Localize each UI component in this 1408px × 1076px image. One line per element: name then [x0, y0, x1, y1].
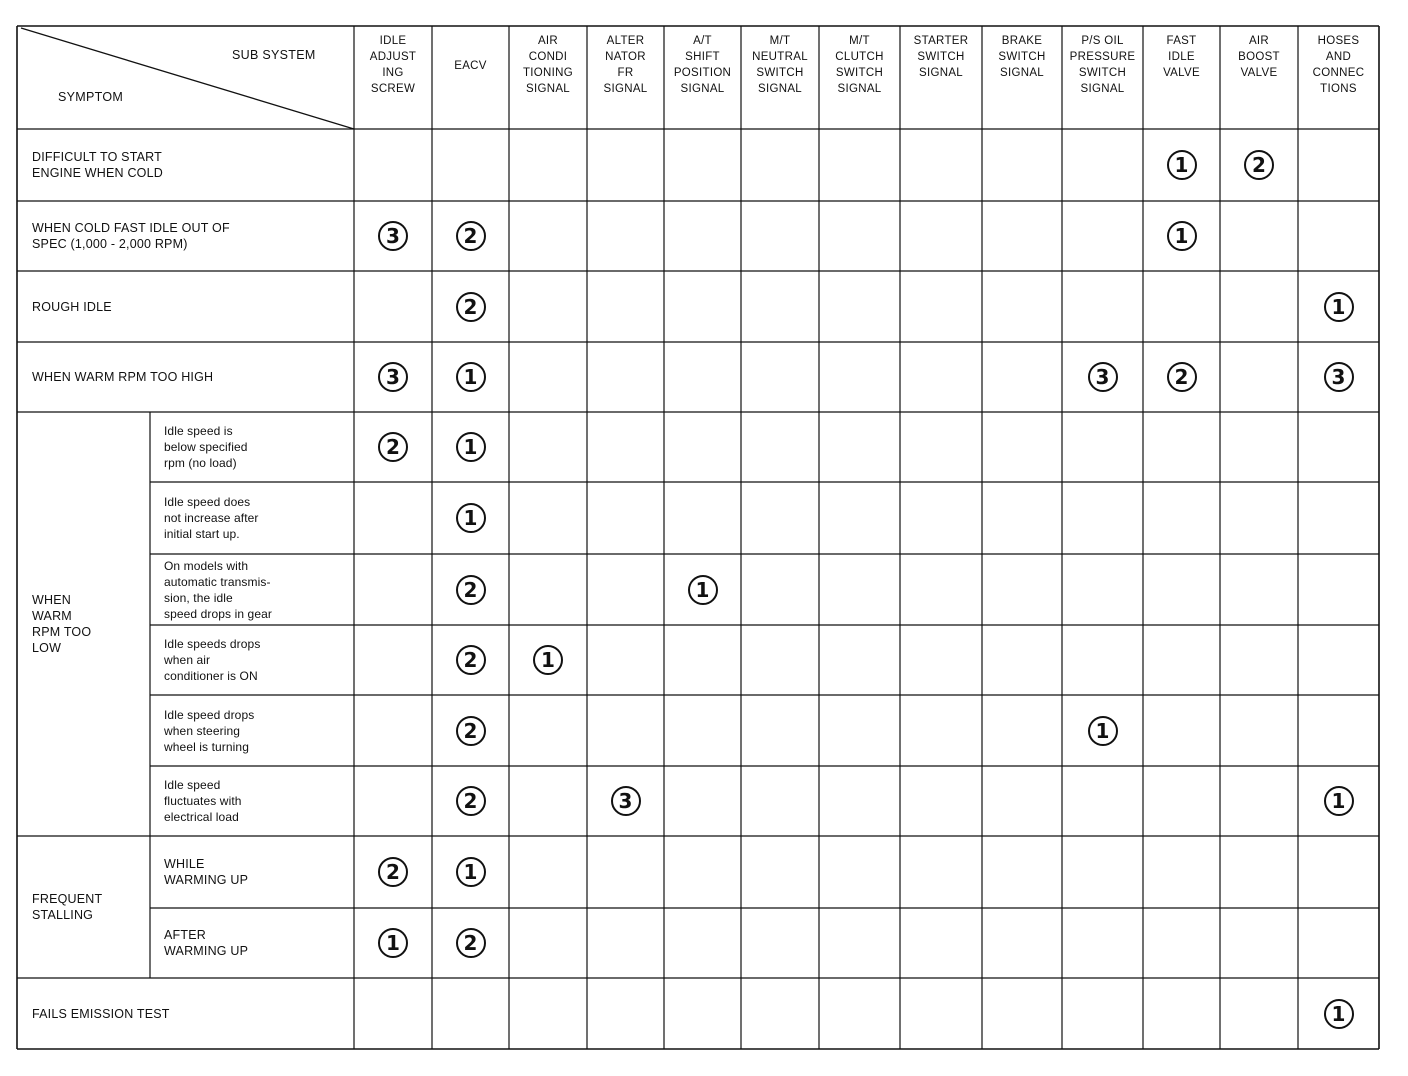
sub-symptom-label: [164, 558, 272, 622]
sub-symptom-line: wheel is turning: [164, 739, 249, 754]
column-header-line: SIGNAL: [603, 83, 648, 95]
column-header-idle_screw: [354, 33, 432, 97]
symptom-line: WHEN COLD FAST IDLE OUT OF: [32, 221, 230, 235]
column-header-line: SWITCH: [1078, 67, 1127, 79]
sub-symptom-line: rpm (no load): [164, 456, 237, 470]
priority-mark: 2: [456, 645, 486, 675]
column-header-line: VALVE: [1240, 67, 1278, 79]
sub-symptom-line: automatic transmis-: [164, 574, 271, 589]
column-header-ac_signal: [509, 33, 587, 97]
priority-mark: 3: [1324, 362, 1354, 392]
column-header-line: SIGNAL: [919, 67, 963, 79]
sub-symptom-line: AFTER: [164, 928, 206, 942]
column-header-line: SIGNAL: [526, 83, 570, 95]
group-label-line: WARM: [32, 609, 72, 623]
group-label-warm-low: [32, 592, 91, 656]
priority-mark: 2: [456, 575, 486, 605]
group-label-line: FREQUENT: [32, 892, 103, 906]
column-header-ps_oil: [1062, 33, 1143, 97]
sub-symptom-line: sion, the idle: [164, 590, 233, 605]
column-header-at_shift: [664, 33, 741, 97]
sub-symptom-label: [164, 777, 242, 825]
column-header-line: SIGNAL: [758, 83, 802, 95]
column-header-line: ADJUST: [369, 51, 417, 63]
column-header-alternator: [587, 33, 664, 97]
sub-symptom-label: [164, 856, 248, 888]
column-header-line: SIGNAL: [837, 83, 882, 95]
symptom-label: [32, 1006, 170, 1022]
sub-symptom-label: [164, 636, 260, 684]
sub-symptom-line: speed drops in gear: [164, 606, 272, 621]
sub-symptom-line: below specified: [164, 440, 248, 454]
column-header-line: AIR: [1248, 35, 1270, 47]
priority-mark: 3: [1088, 362, 1118, 392]
symptom-label: [32, 299, 112, 315]
group-label-line: STALLING: [32, 908, 94, 922]
priority-mark: 3: [611, 786, 641, 816]
sub-symptom-label: [164, 494, 259, 542]
priority-mark: 1: [1324, 786, 1354, 816]
sub-symptom-line: Idle speed: [164, 778, 221, 792]
column-header-line: SHIFT: [685, 51, 720, 63]
column-header-mt_neutral: [741, 33, 819, 97]
sub-symptom-label: [164, 927, 248, 959]
priority-mark: 2: [378, 432, 408, 462]
priority-mark: 1: [456, 503, 486, 533]
corner-diagonal: [21, 28, 354, 129]
column-header-line: SWITCH: [998, 51, 1046, 63]
priority-mark: 3: [378, 221, 408, 251]
column-header-line: TIONING: [522, 67, 573, 79]
priority-mark: 2: [378, 857, 408, 887]
priority-mark: 1: [1167, 150, 1197, 180]
sub-symptom-line: initial start up.: [164, 527, 240, 541]
column-header-line: SIGNAL: [1000, 67, 1044, 79]
column-header-line: P/S OIL: [1081, 35, 1124, 47]
column-header-line: BRAKE: [1001, 35, 1043, 47]
priority-mark: 3: [378, 362, 408, 392]
sub-symptom-line: WARMING UP: [164, 944, 249, 958]
priority-mark: 2: [456, 292, 486, 322]
symptom-line: WHEN WARM RPM TOO HIGH: [32, 370, 214, 384]
column-header-eacv: [432, 58, 509, 74]
priority-mark: 1: [456, 432, 486, 462]
symptom-line: ROUGH IDLE: [32, 299, 112, 314]
sub-symptom-line: Idle speeds drops: [164, 637, 261, 651]
group-label-line: LOW: [32, 641, 62, 655]
column-header-line: TIONS: [1320, 83, 1357, 95]
column-header-line: EACV: [454, 60, 487, 72]
column-header-line: FR: [617, 67, 634, 79]
symptom-line: SPEC (1,000 - 2,000 RPM): [32, 237, 188, 251]
column-header-line: PRESSURE: [1069, 51, 1136, 63]
group-label-line: RPM TOO: [32, 625, 92, 639]
column-header-fast_idle: [1143, 33, 1220, 81]
sub-symptom-line: conditioner is ON: [164, 669, 258, 683]
column-header-line: SWITCH: [756, 67, 804, 79]
column-header-line: ING: [382, 67, 404, 79]
column-header-line: SIGNAL: [1080, 83, 1125, 95]
column-header-line: ALTER: [606, 35, 645, 47]
column-header-line: FAST: [1166, 35, 1197, 47]
symptom-line: DIFFICULT TO START: [32, 150, 163, 164]
column-header-line: AIR: [537, 35, 559, 47]
priority-mark: 1: [688, 575, 718, 605]
symptom-corner-label: SYMPTOM: [58, 90, 124, 104]
priority-mark: 1: [1324, 999, 1354, 1029]
symptom-label: [32, 369, 213, 385]
sub-symptom-line: when steering: [164, 723, 241, 738]
column-header-line: HOSES: [1317, 35, 1360, 47]
column-header-line: AND: [1325, 51, 1352, 63]
group-label-line: WHEN: [32, 593, 71, 607]
sub-symptom-line: electrical load: [164, 810, 239, 824]
column-header-line: STARTER: [913, 35, 969, 47]
column-header-line: NEUTRAL: [752, 51, 808, 63]
priority-mark: 1: [456, 362, 486, 392]
priority-mark: 1: [1088, 716, 1118, 746]
column-header-hoses: [1298, 33, 1379, 97]
column-header-line: NATOR: [605, 51, 646, 63]
sub-symptom-line: not increase after: [164, 511, 259, 525]
column-header-line: SWITCH: [917, 51, 965, 63]
priority-mark: 2: [456, 786, 486, 816]
column-header-line: M/T: [769, 35, 791, 47]
sub-symptom-label: [164, 707, 254, 755]
column-header-line: IDLE: [379, 35, 407, 47]
column-header-line: CONDI: [528, 51, 568, 63]
priority-mark: 2: [456, 928, 486, 958]
symptom-label: [32, 220, 230, 252]
sub-symptom-line: WHILE: [164, 857, 205, 871]
sub-symptom-line: when air: [164, 653, 211, 667]
sub-symptom-line: WARMING UP: [164, 873, 249, 887]
sub-symptom-line: Idle speed drops: [164, 707, 255, 722]
column-header-line: CONNEC: [1312, 67, 1365, 79]
column-header-line: POSITION: [673, 67, 732, 79]
column-header-line: SIGNAL: [680, 83, 725, 95]
subsystem-corner-label: SUB SYSTEM: [232, 48, 316, 62]
symptom-label: [32, 149, 163, 181]
column-header-line: A/T: [693, 35, 712, 47]
group-label-stalling: [32, 891, 102, 923]
priority-mark: 1: [456, 857, 486, 887]
column-header-line: SCREW: [370, 83, 416, 95]
column-header-brake: [982, 33, 1062, 81]
column-header-line: SWITCH: [835, 67, 884, 79]
symptom-line: ENGINE WHEN COLD: [32, 166, 163, 180]
priority-mark: 2: [456, 221, 486, 251]
column-header-line: IDLE: [1168, 51, 1195, 63]
priority-mark: 1: [1167, 221, 1197, 251]
priority-mark: 1: [533, 645, 563, 675]
column-header-line: VALVE: [1163, 67, 1200, 79]
sub-symptom-line: Idle speed is: [164, 424, 233, 438]
priority-mark: 2: [1244, 150, 1274, 180]
sub-symptom-label: [164, 423, 248, 471]
priority-mark: 2: [1167, 362, 1197, 392]
column-header-starter: [900, 33, 982, 81]
sub-symptom-line: fluctuates with: [164, 794, 242, 808]
sub-symptom-line: On models with: [164, 558, 249, 573]
column-header-air_boost: [1220, 33, 1298, 81]
priority-mark: 1: [378, 928, 408, 958]
symptom-line: FAILS EMISSION TEST: [32, 1006, 170, 1021]
column-header-mt_clutch: [819, 33, 900, 97]
column-header-line: CLUTCH: [835, 51, 884, 63]
priority-mark: 2: [456, 716, 486, 746]
column-header-line: BOOST: [1238, 51, 1280, 63]
sub-symptom-line: Idle speed does: [164, 495, 251, 509]
column-header-line: M/T: [849, 35, 870, 47]
priority-mark: 1: [1324, 292, 1354, 322]
